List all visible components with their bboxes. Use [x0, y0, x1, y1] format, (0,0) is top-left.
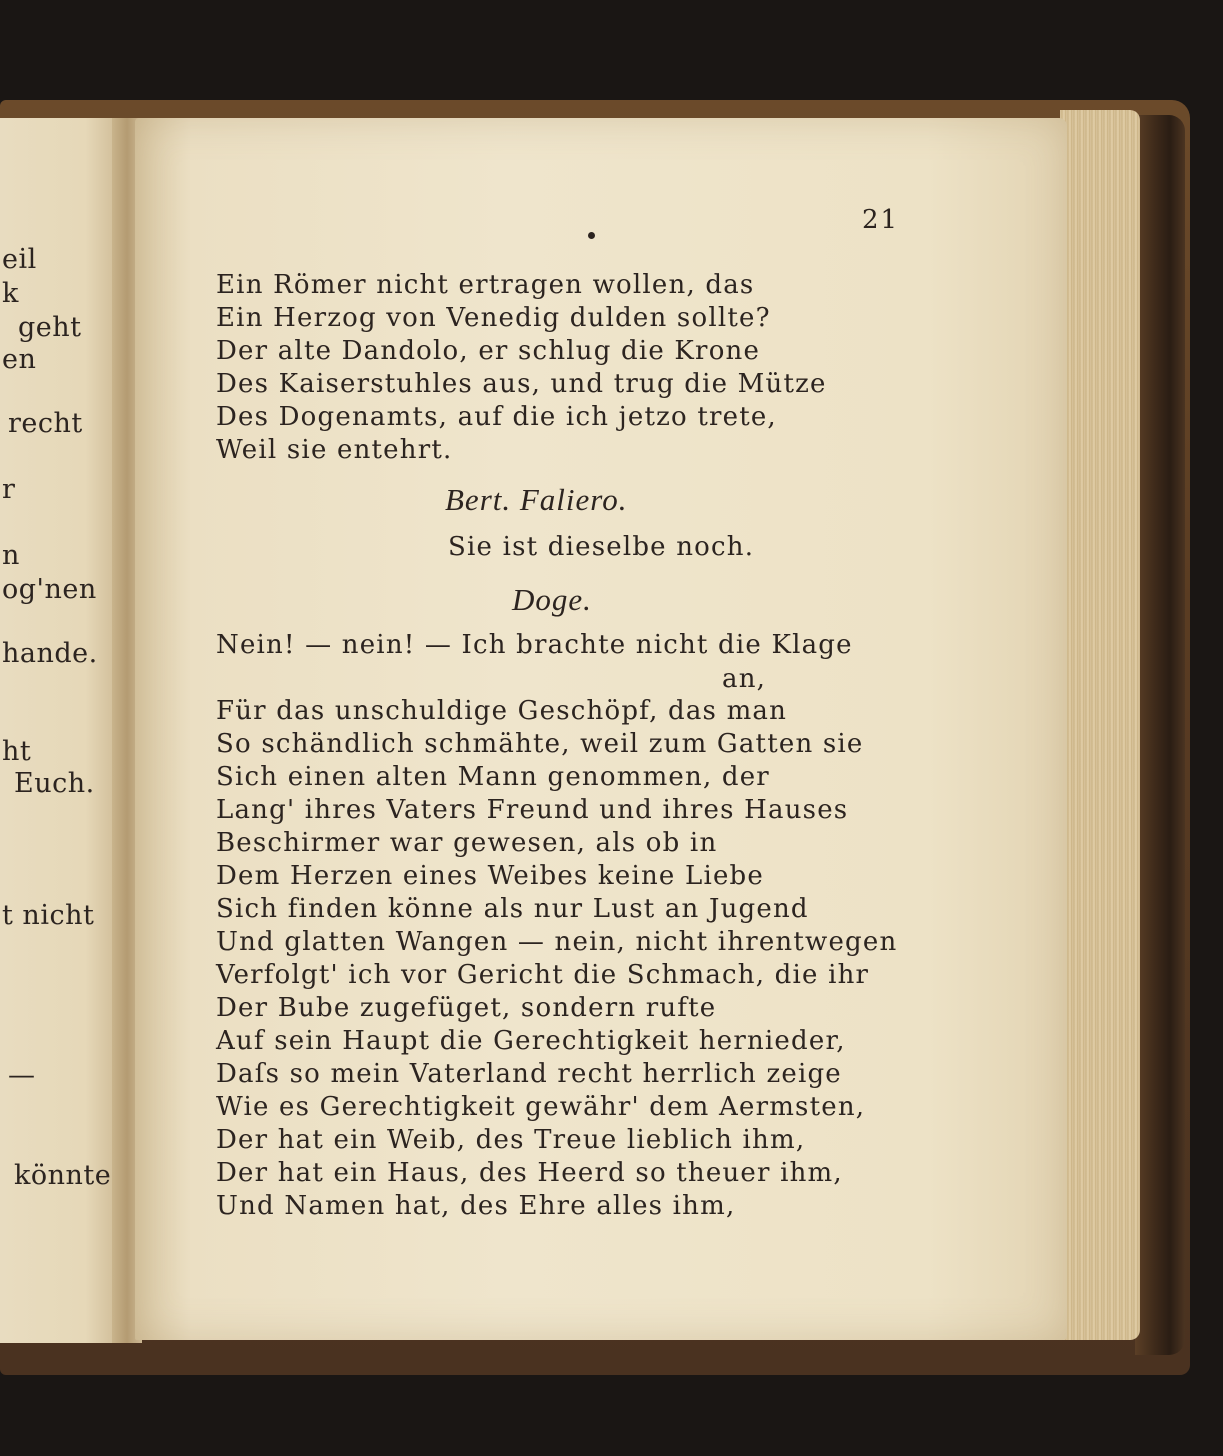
speaker-name: Doge.	[512, 582, 592, 617]
verse-line: Des Dogenamts, auf die ich jetzo trete,	[216, 402, 777, 432]
verse-line: Und Namen hat, des Ehre alles ihm,	[216, 1191, 736, 1221]
left-fragment: t nicht	[2, 900, 95, 931]
verse-line: Verfolgt' ich vor Gericht die Schmach, die ihr	[216, 960, 870, 990]
left-fragment: n	[2, 540, 20, 571]
left-fragment: og'nen	[2, 574, 97, 605]
left-fragment: —	[8, 1060, 36, 1091]
verse-line: Der Bube zugefüget, sondern rufte	[216, 993, 717, 1023]
verse-line: Für das unschuldige Geschöpf, das man	[216, 696, 788, 726]
verse-line: Der hat ein Haus, des Heerd so theuer ihm,	[216, 1158, 843, 1188]
left-fragment: en	[2, 344, 37, 375]
left-fragment: recht	[8, 408, 83, 439]
verse-line: Und glatten Wangen — nein, nicht ihrentwegen	[216, 927, 898, 957]
verse-line: Sich einen alten Mann genommen, der	[216, 762, 770, 792]
verse-line: Ein Herzog von Venedig dulden sollte?	[216, 303, 771, 333]
verse-line: Weil sie entehrt.	[216, 435, 453, 465]
verse-line: Beschirmer war gewesen, als ob in	[216, 828, 718, 858]
left-page-text	[0, 0, 122, 1456]
left-fragment: hande.	[2, 638, 98, 669]
verse-line: Der alte Dandolo, er schlug die Krone	[216, 336, 761, 366]
verse-line: Auf sein Haupt die Gerechtigkeit hernieder,	[216, 1026, 846, 1056]
verse-line: So schändlich schmähte, weil zum Gatten sie	[216, 729, 864, 759]
ornament-dot	[588, 232, 595, 239]
verse-line: Nein! — nein! — Ich brachte nicht die Klage	[216, 630, 853, 660]
verse-line: Sie ist dieselbe noch.	[448, 532, 755, 562]
page-edges	[1060, 110, 1140, 1340]
verse-line: Lang' ihres Vaters Freund und ihres Hauses	[216, 795, 849, 825]
left-fragment: k	[2, 278, 19, 309]
page-number: 21	[862, 205, 900, 235]
left-fragment: könnte	[14, 1160, 112, 1191]
verse-line: Ein Römer nicht ertragen wollen, das	[216, 270, 755, 300]
left-fragment: eil	[2, 244, 37, 275]
left-fragment: geht	[18, 312, 82, 343]
verse-line: Wie es Gerechtigkeit gewähr' dem Aermsten,	[216, 1092, 866, 1122]
left-fragment: Euch.	[14, 768, 95, 799]
verse-line: Des Kaiserstuhles aus, und trug die Mütze	[216, 369, 827, 399]
book-spine	[1135, 115, 1185, 1355]
speaker-name: Bert. Faliero.	[445, 482, 628, 517]
verse-line: Dem Herzen eines Weibes keine Liebe	[216, 861, 764, 891]
verse-line: Der hat ein Weib, des Treue lieblich ihm,	[216, 1125, 806, 1155]
left-fragment: r	[2, 474, 16, 505]
verse-line: Daſs so mein Vaterland recht herrlich zeige	[216, 1059, 842, 1089]
left-fragment: ht	[2, 736, 32, 767]
verse-line: Sich finden könne als nur Lust an Jugend	[216, 894, 809, 924]
verse-line: an,	[722, 664, 767, 694]
